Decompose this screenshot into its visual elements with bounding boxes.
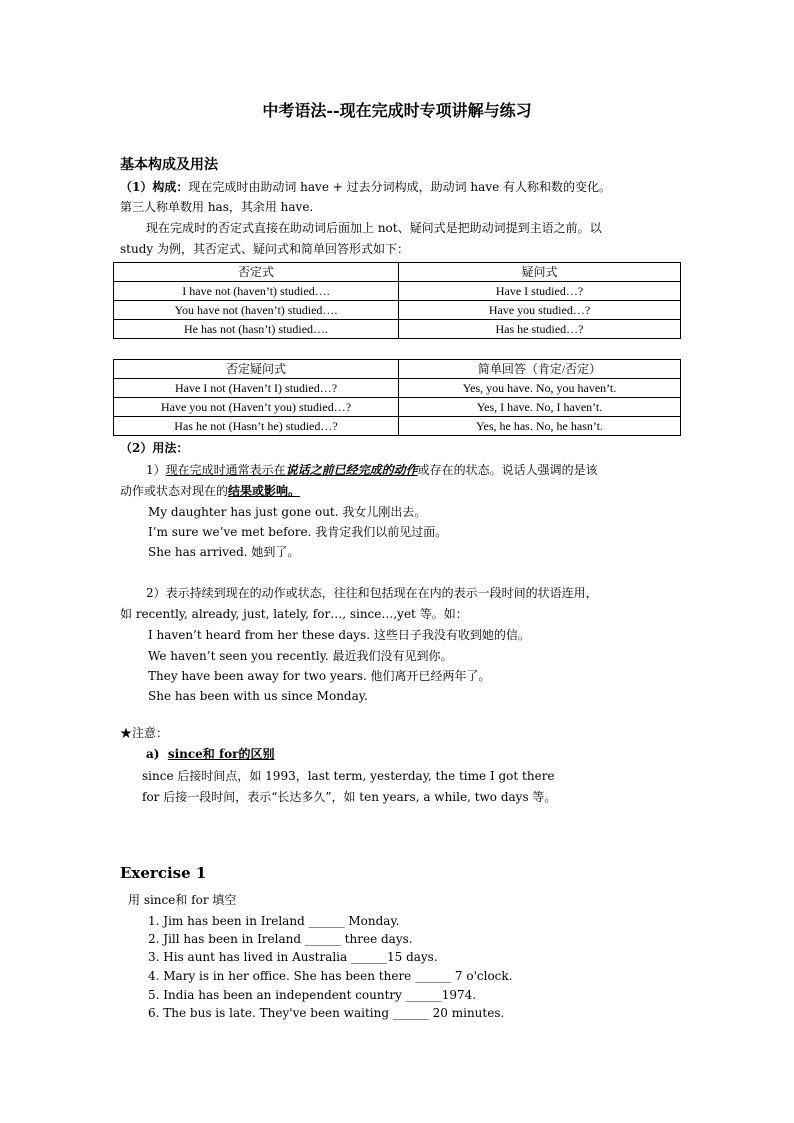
usage-1-line-2 (120, 483, 300, 499)
table-header-cell: 简单回答（肯定/否定） (399, 360, 681, 379)
table-row (114, 379, 681, 398)
table-row (114, 398, 681, 417)
since-rule: since 后接时间点，如 1993，last term, yesterday, the time I got there (142, 769, 555, 783)
composition-text: 现在完成时由助动词 have + 过去分词构成，助动词 have 有人称和数的变化。 (188, 180, 612, 194)
example-sentence: She has been with us since Monday. (148, 689, 368, 703)
exercise-instruction: 用 since和 for 填空 (128, 893, 237, 907)
exercise-item: 6. The bus is late. They've been waiting ______ 20 minutes. (148, 1006, 505, 1020)
table-header-row (114, 360, 681, 379)
note-label: ★注意： (120, 726, 169, 740)
negative-form-intro-1: 现在完成时的否定式直接在助动词后面加上 not、疑问式是把助动词提到主语之前。以 (146, 221, 602, 235)
table-cell: Have you not (Haven’t you) studied…? (114, 398, 399, 417)
example-sentence: They have been away for two years. 他们离开已经两年了。 (148, 669, 491, 683)
usage-1-result: 结果或影响。 (228, 484, 301, 498)
table-cell: I have not (haven’t) studied…. (114, 282, 399, 301)
table-cell: Yes, he has. No, he hasn’t. (399, 417, 681, 436)
table-header-row (114, 263, 681, 282)
usage-label: （2）用法： (120, 441, 189, 455)
for-rule: for 后接一段时间，表示“长达多久”，如 ten years, a while, two days 等。 (142, 790, 557, 804)
table-cell: Have you studied…? (399, 301, 681, 320)
example-sentence: We haven’t seen you recently. 最近我们没有见到你。 (148, 649, 453, 663)
table-cell: You have not (haven’t) studied…. (114, 301, 399, 320)
table-row (114, 301, 681, 320)
exercise-item: 2. Jill has been in Ireland ______ three days. (148, 932, 413, 946)
table-header-cell: 否定式 (114, 263, 399, 282)
table-row (114, 320, 681, 339)
table-cell: Has he not (Hasn’t he) studied…? (114, 417, 399, 436)
table-cell: He has not (hasn’t) studied…. (114, 320, 399, 339)
usage-1-line-1 (146, 462, 598, 478)
usage-2-line-2: 如 recently, already, just, lately, for…, since…,yet 等。如： (120, 607, 468, 621)
table-cell: Have I studied…? (399, 282, 681, 301)
exercise-item: 3. His aunt has lived in Australia ______15 days. (148, 950, 438, 964)
example-sentence: I haven’t heard from her these days. 这些日子我没有收到她的信。 (148, 628, 530, 642)
usage-1-prefix: 1） (146, 463, 166, 477)
table-cell: Yes, you have. No, you haven’t. (399, 379, 681, 398)
table-header-cell: 否定疑问式 (114, 360, 399, 379)
note-a-heading (146, 746, 274, 762)
example-sentence: My daughter has just gone out. 我女儿刚出去。 (148, 505, 427, 519)
exercise-item: 5. India has been an independent country ______1974. (148, 988, 477, 1002)
table-cell: Yes, I have. No, I haven’t. (399, 398, 681, 417)
usage-2-line-1: 2）表示持续到现在的动作或状态，往往和包括现在在内的表示一段时间的状语连用， (146, 586, 598, 600)
table-cell: Has he studied…? (399, 320, 681, 339)
example-sentence: I’m sure we’ve met before. 我肯定我们以前见过面。 (148, 525, 448, 539)
table-cell: Have I not (Haven’t I) studied…? (114, 379, 399, 398)
usage-1-text-c: 或存在的状态。说话人强调的是该 (417, 463, 598, 477)
composition-cont: 第三人称单数用 has，其余用 have. (120, 200, 314, 214)
section-heading: 基本构成及用法 (120, 157, 218, 173)
exercise-title: Exercise 1 (120, 864, 207, 882)
note-a-title: since和 for的区别 (167, 747, 275, 761)
page-title: 中考语法--现在完成时专项讲解与练习 (262, 101, 532, 120)
usage-1-text-a: 现在完成时通常表示在 (165, 463, 286, 477)
composition-label: （1）构成： (120, 180, 189, 194)
exercise-item: 1. Jim has been in Ireland ______ Monday. (148, 914, 400, 928)
composition-line (120, 179, 611, 195)
usage-1-emphasis: 说话之前已经完成的动作 (285, 463, 418, 477)
usage-1-text-d: 动作或状态对现在的 (120, 484, 229, 498)
negative-form-intro-2: study 为例，其否定式、疑问式和简单回答形式如下： (120, 242, 409, 256)
exercise-item: 4. Mary is in her office. She has been there ______ 7 o'clock. (148, 969, 513, 983)
forms-table-1 (113, 262, 681, 339)
table-row (114, 282, 681, 301)
table-row (114, 417, 681, 436)
table-header-cell: 疑问式 (399, 263, 681, 282)
forms-table-2 (113, 359, 681, 436)
example-sentence: She has arrived. 她到了。 (148, 545, 300, 559)
note-a-marker: a) (146, 747, 160, 761)
